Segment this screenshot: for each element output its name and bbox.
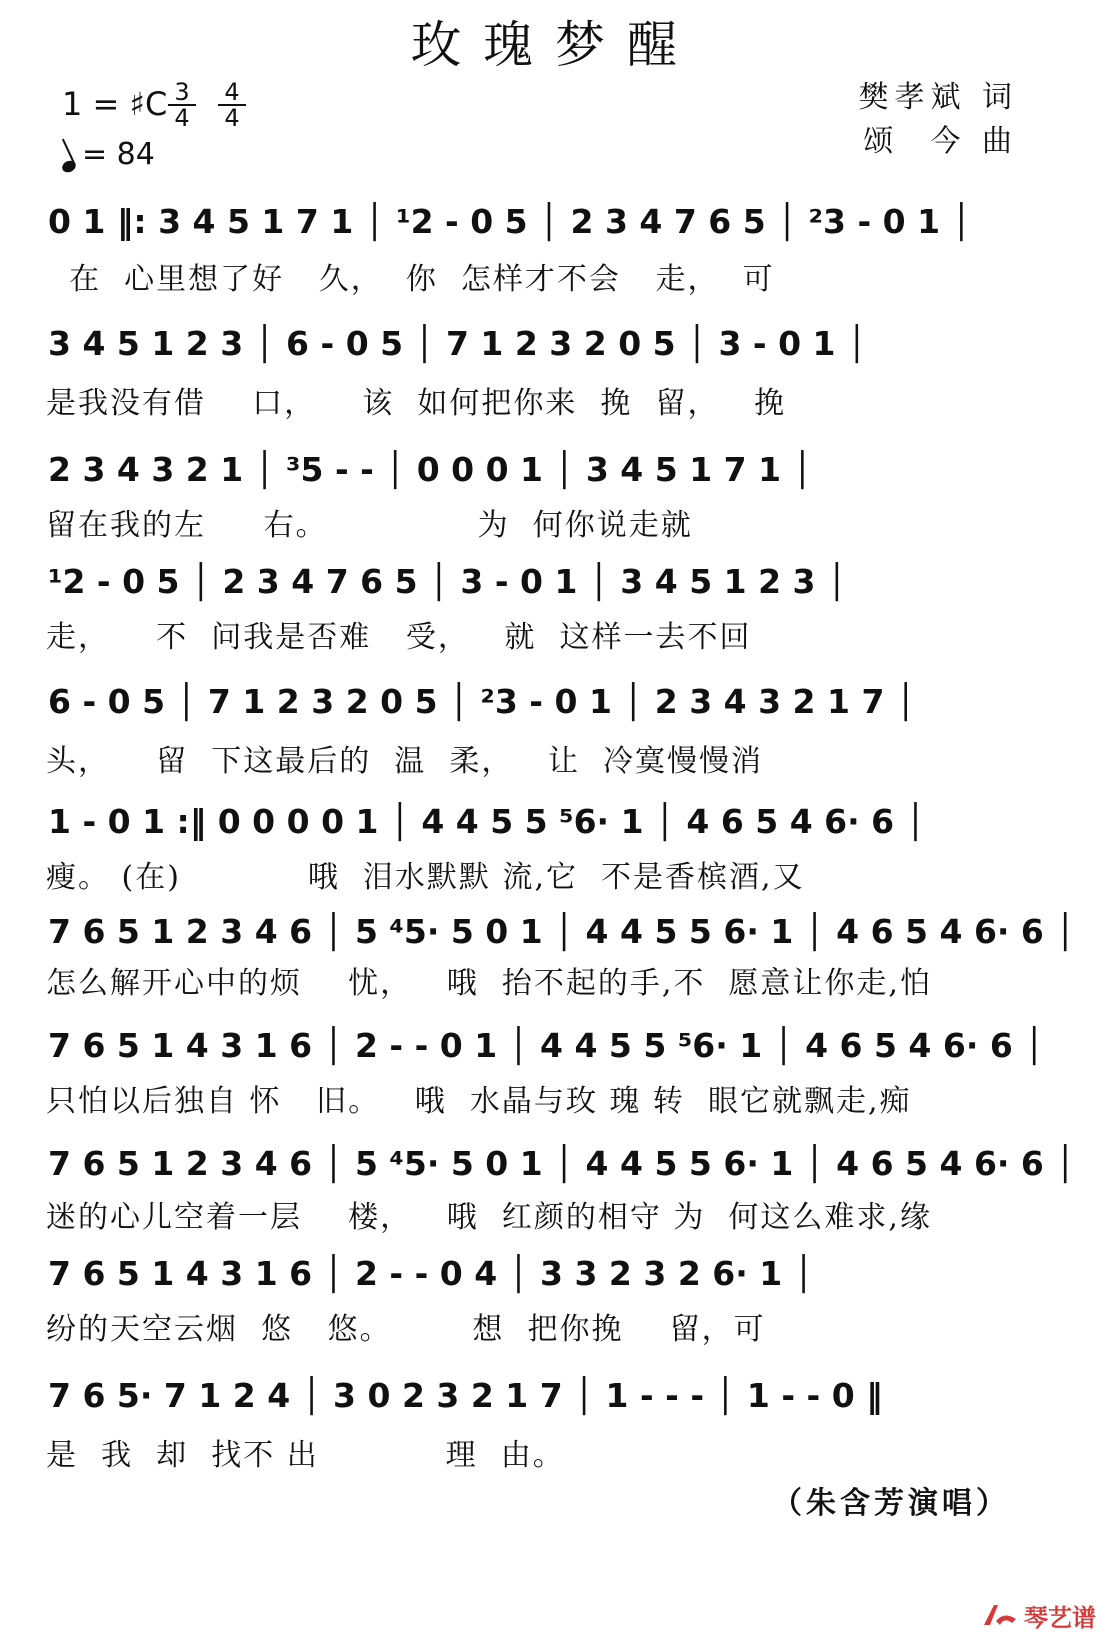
notation-row-2: 3 4 5 1 2 3 │ 6 - 0 5 │ 7 1 2 3 2 0 5 │ 3 - 0 1 │ (48, 324, 867, 363)
notation-row-4: ¹2 - 0 5 │ 2 3 4 7 6 5 │ 3 - 0 1 │ 3 4 5 1 2 3 │ (48, 562, 847, 601)
lyricist-credit: 樊孝斌 词 (858, 80, 1018, 115)
time-signature-2-denominator: 4 (218, 104, 246, 130)
lyrics-row-2: 是我没有借 口， 该 如何把你来 挽 留， 挽 (46, 386, 787, 421)
key-signature: 1 = ♯C (62, 85, 168, 123)
site-watermark (982, 1595, 1096, 1635)
tempo-marking (62, 134, 155, 176)
notation-row-1: 0 1 ‖: 3 4 5 1 7 1 │ ¹2 - 0 5 │ 2 3 4 7 6 5 │ ²3 - 0 1 │ (48, 202, 972, 241)
lyrics-row-3: 留在我的左 右。 为 何你说走就 (46, 508, 693, 543)
lyrics-row-6: 瘦。 (在) 哦 泪水默默 流,它 不是香槟酒,又 (46, 860, 805, 895)
watermark-brand: 琴艺谱 (1024, 1603, 1096, 1632)
lyrics-row-11: 是 我 却 找不 出 理 由。 (46, 1438, 565, 1473)
lyrics-row-9: 迷的心儿空着一层 楼， 哦 红颜的相守 为 何这么难求,缘 (46, 1200, 932, 1235)
notation-row-7: 7 6 5 1 2 3 4 6 │ 5 ⁴5· 5 0 1 │ 4 4 5 5 6· 1 │ 4 6 5 4 6· 6 │ (48, 912, 1076, 951)
composer-credit: 颂 今 曲 (863, 124, 1018, 159)
time-signature-1-denominator: 4 (168, 104, 196, 130)
performer-credit: （朱含芳演唱） (772, 1486, 1010, 1521)
quarter-note-icon (60, 159, 77, 175)
notation-row-3: 2 3 4 3 2 1 │ ³5 - - │ 0 0 0 1 │ 3 4 5 1 7 1 │ (48, 450, 813, 489)
notation-row-6: 1 - 0 1 :‖ 0 0 0 0 1 │ 4 4 5 5 ⁵6· 1 │ 4 6 5 4 6· 6 │ (48, 802, 926, 841)
lyrics-row-5: 头， 留 下这最后的 温 柔， 让 冷寞慢慢消 (46, 744, 764, 779)
lyrics-row-1: 在 心里想了好 久， 你 怎样才不会 走， 可 (46, 262, 775, 297)
tempo-value: = 84 (82, 137, 155, 172)
notation-row-8: 7 6 5 1 4 3 1 6 │ 2 - - 0 1 │ 4 4 5 5 ⁵6· 1 │ 4 6 5 4 6· 6 │ (48, 1026, 1045, 1065)
notation-row-11: 7 6 5· 7 1 2 4 │ 3 0 2 3 2 1 7 │ 1 - - - │ 1 - - 0 ‖ (48, 1376, 883, 1415)
piano-logo-icon (982, 1601, 1018, 1629)
song-title: 玫瑰梦醒 (411, 16, 699, 74)
time-signature-2 (218, 80, 246, 130)
lyrics-row-8: 只怕以后独自 怀 旧。 哦 水晶与玫 瑰 转 眼它就飘走,痴 (46, 1084, 912, 1119)
time-signature-1 (168, 80, 196, 130)
notation-row-10: 7 6 5 1 4 3 1 6 │ 2 - - 0 4 │ 3 3 2 3 2 6· 1 │ (48, 1254, 814, 1293)
time-signature-2-numerator: 4 (224, 78, 240, 106)
lyrics-row-10: 纷的天空云烟 悠 悠。 想 把你挽 留，可 (46, 1312, 766, 1347)
time-signature-1-numerator: 3 (174, 78, 190, 106)
notation-row-9: 7 6 5 1 2 3 4 6 │ 5 ⁴5· 5 0 1 │ 4 4 5 5 6· 1 │ 4 6 5 4 6· 6 │ (48, 1144, 1076, 1183)
lyrics-row-7: 怎么解开心中的烦 忧， 哦 抬不起的手,不 愿意让你走,怕 (46, 966, 932, 1001)
lyrics-row-4: 走， 不 问我是否难 受， 就 这样一去不回 (46, 620, 752, 655)
notation-row-5: 6 - 0 5 │ 7 1 2 3 2 0 5 │ ²3 - 0 1 │ 2 3 4 3 2 1 7 │ (48, 682, 916, 721)
